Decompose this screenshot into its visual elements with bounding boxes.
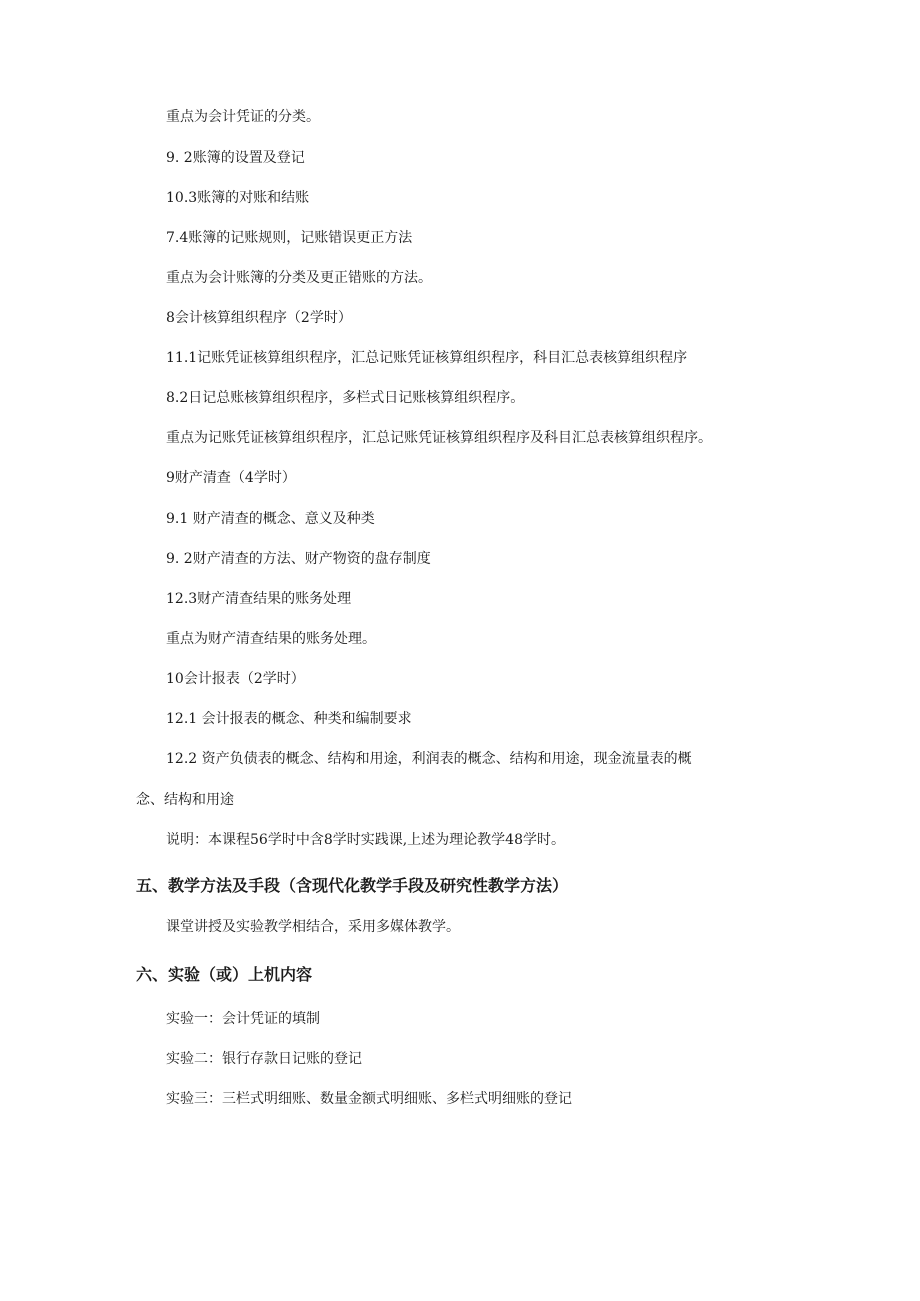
text-line-12-3: 12.3财产清查结果的账务处理 bbox=[166, 591, 352, 607]
section-5-heading: 五、教学方法及手段（含现代化教学手段及研究性教学方法） bbox=[136, 876, 569, 895]
text-line-12-1: 12.1 会计报表的概念、种类和编制要求 bbox=[166, 711, 412, 727]
chapter-8-title: 8会计核算组织程序（2学时） bbox=[166, 310, 352, 326]
text-line-8-2: 8.2日记总账核算组织程序，多栏式日记账核算组织程序。 bbox=[166, 390, 525, 406]
experiment-item-2: 实验二：银行存款日记账的登记 bbox=[166, 1051, 362, 1067]
experiment-item-3: 实验三：三栏式明细账、数量金额式明细账、多栏式明细账的登记 bbox=[166, 1091, 572, 1107]
experiment-item-1: 实验一：会计凭证的填制 bbox=[166, 1011, 320, 1027]
text-line-9-1: 9.1 财产清查的概念、意义及种类 bbox=[166, 511, 375, 527]
text-line-emphasis-voucher: 重点为会计凭证的分类。 bbox=[166, 109, 320, 125]
text-line-9-2b: 9. 2财产清查的方法、财产物资的盘存制度 bbox=[166, 551, 431, 567]
text-line-12-2: 12.2 资产负债表的概念、结构和用途，利润表的概念、结构和用途，现金流量表的概 bbox=[166, 751, 692, 767]
chapter-10-title: 10会计报表（2学时） bbox=[166, 671, 305, 687]
section-6-heading: 六、实验（或）上机内容 bbox=[136, 965, 313, 984]
chapter-9-title: 9财产清查（4学时） bbox=[166, 470, 296, 486]
text-line-9-2: 9. 2账簿的设置及登记 bbox=[166, 150, 305, 166]
text-line-7-4: 7.4账簿的记账规则，记账错误更正方法 bbox=[166, 230, 413, 246]
text-line-12-2-continued: 念、结构和用途 bbox=[136, 792, 234, 808]
text-line-emphasis-ledger: 重点为会计账簿的分类及更正错账的方法。 bbox=[166, 270, 432, 286]
text-line-10-3: 10.3账簿的对账和结账 bbox=[166, 190, 310, 206]
text-line-11-1: 11.1记账凭证核算组织程序，汇总记账凭证核算组织程序，科目汇总表核算组织程序 bbox=[166, 350, 688, 366]
text-line-note: 说明：本课程56学时中含8学时实践课,上述为理论教学48学时。 bbox=[166, 832, 565, 848]
section-5-body: 课堂讲授及实验教学相结合，采用多媒体教学。 bbox=[166, 919, 460, 935]
text-line-emphasis-inventory: 重点为财产清查结果的账务处理。 bbox=[166, 631, 376, 647]
text-line-emphasis-procedures: 重点为记账凭证核算组织程序，汇总记账凭证核算组织程序及科目汇总表核算组织程序。 bbox=[166, 430, 712, 446]
